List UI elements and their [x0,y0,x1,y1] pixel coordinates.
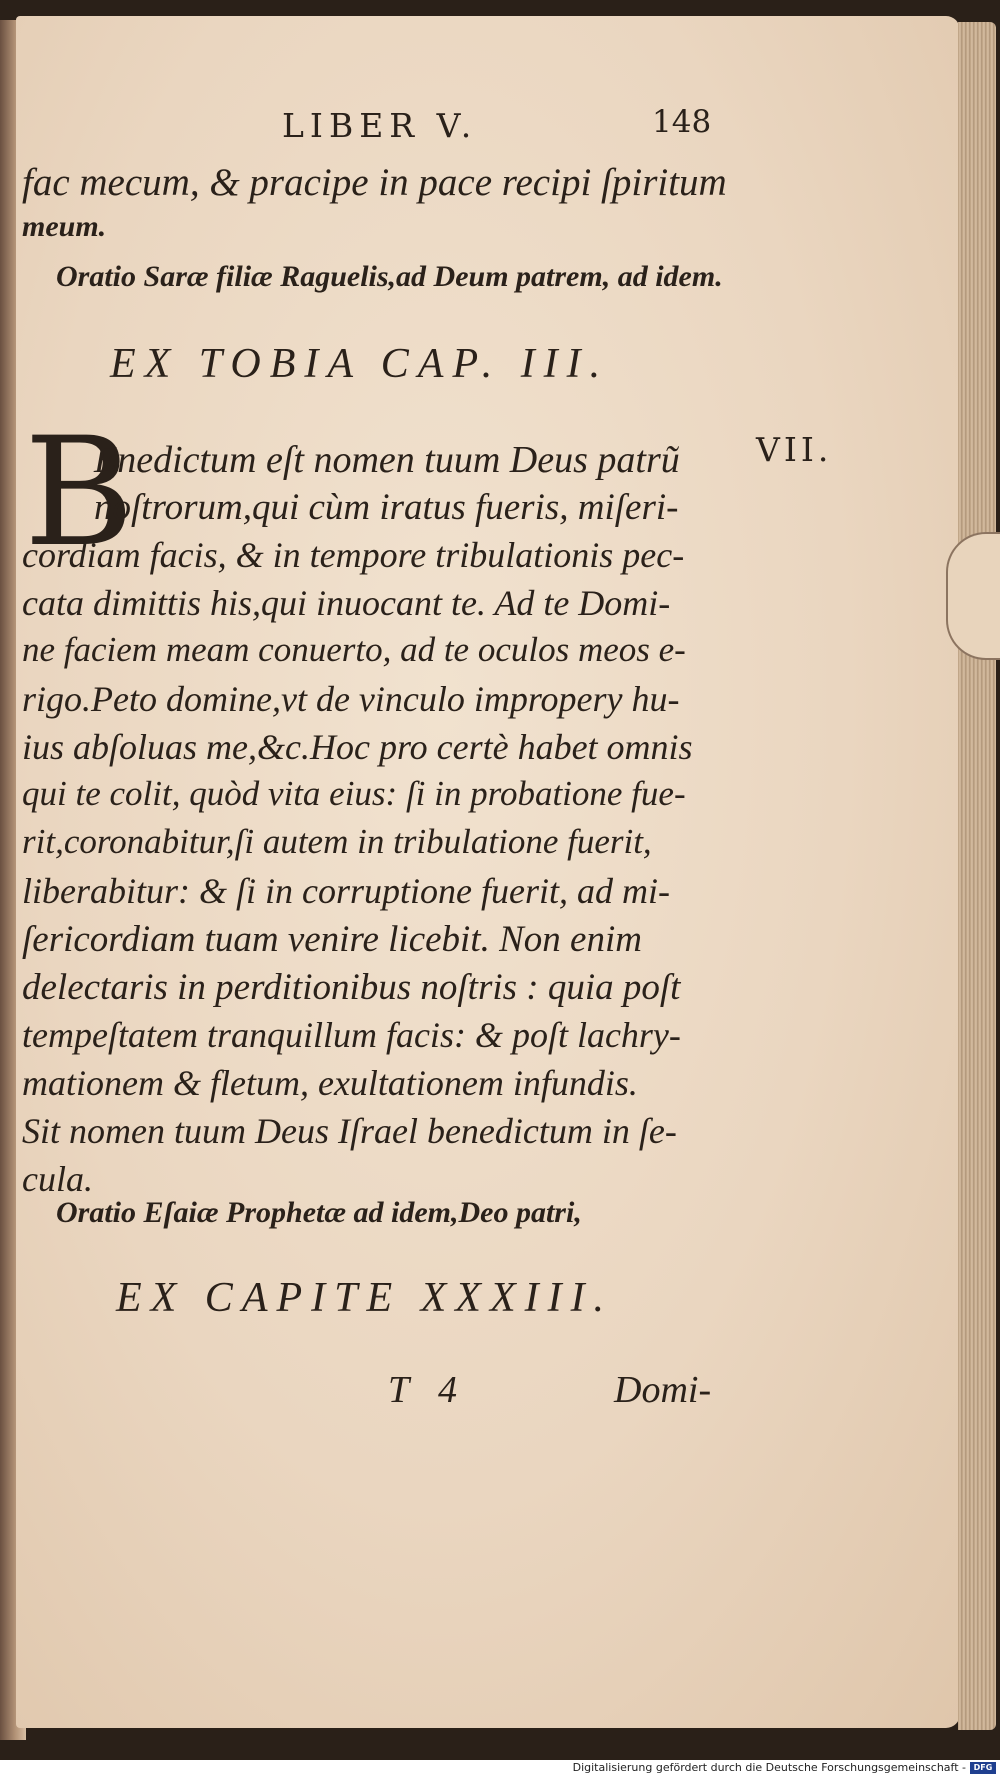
page-number: 148 [652,104,712,140]
catchword: Domi- [614,1369,712,1411]
text-line: delectaris in perditionibus noſtris : quia poſt [22,967,681,1008]
text-line: noſtrorum,qui cùm iratus fueris, miſeri- [94,487,679,528]
text-line: cordiam facis, & in tempore tribulationis pec- [22,535,685,575]
text-line: Enedictum eſt nomen tuum Deus patrũ [94,439,680,481]
text-line: ius abſoluas me,&c.Hoc pro certè habet omnis [22,727,693,767]
signature-mark: T 4 [388,1369,457,1411]
margin-number: VII. [756,430,833,469]
text-line: liberabitur: & ſi in corruptione fuerit, ad mi- [22,871,670,911]
text-line: cula. [22,1159,93,1199]
page-tab [946,532,1000,660]
drop-cap: B [24,406,135,580]
text-line: Sit nomen tuum Deus Iſrael benedictum in ſe- [22,1111,677,1151]
text-line: tempeſtatem tranquillum facis: & poſt lachry- [22,1015,681,1055]
rubric-heading: Oratio Eſaiæ Prophetæ ad idem,Deo patri, [56,1196,582,1229]
text-line: ſericordiam tuam venire licebit. Non enim [22,919,642,960]
text-line: rit,coronabitur,ſi autem in tribulatione fuerit, [22,822,652,861]
dfg-logo: DFG [970,1762,996,1774]
text-line: mationem & fletum, exultationem infundis. [22,1063,638,1103]
rubric-heading: Oratio Saræ filiæ Raguelis,ad Deum patrem, ad idem. [56,260,723,293]
chapter-heading: EX TOBIA CAP. III. [110,341,610,387]
running-head: LIBER V. [282,106,478,145]
text-line: meum. [22,210,107,243]
chapter-heading: EX CAPITE XXXIII. [116,1275,614,1321]
footer-credit: Digitalisierung gefördert durch die Deutsche Forschungsgemeinschaft - [572,1761,966,1774]
text-line: cata dimittis his,qui inuocant te. Ad te Domi- [22,583,671,623]
text-line: rigo.Peto domine,vt de vinculo impropery hu- [22,679,680,719]
text-line: ne faciem meam conuerto, ad te oculos meos e- [22,630,686,669]
text-line: fac mecum, & pracipe in pace recipi ſpiritum [22,161,727,204]
text-line: qui te colit, quòd vita eius: ſi in probatione fue- [22,774,686,813]
fore-edge [958,22,996,1730]
